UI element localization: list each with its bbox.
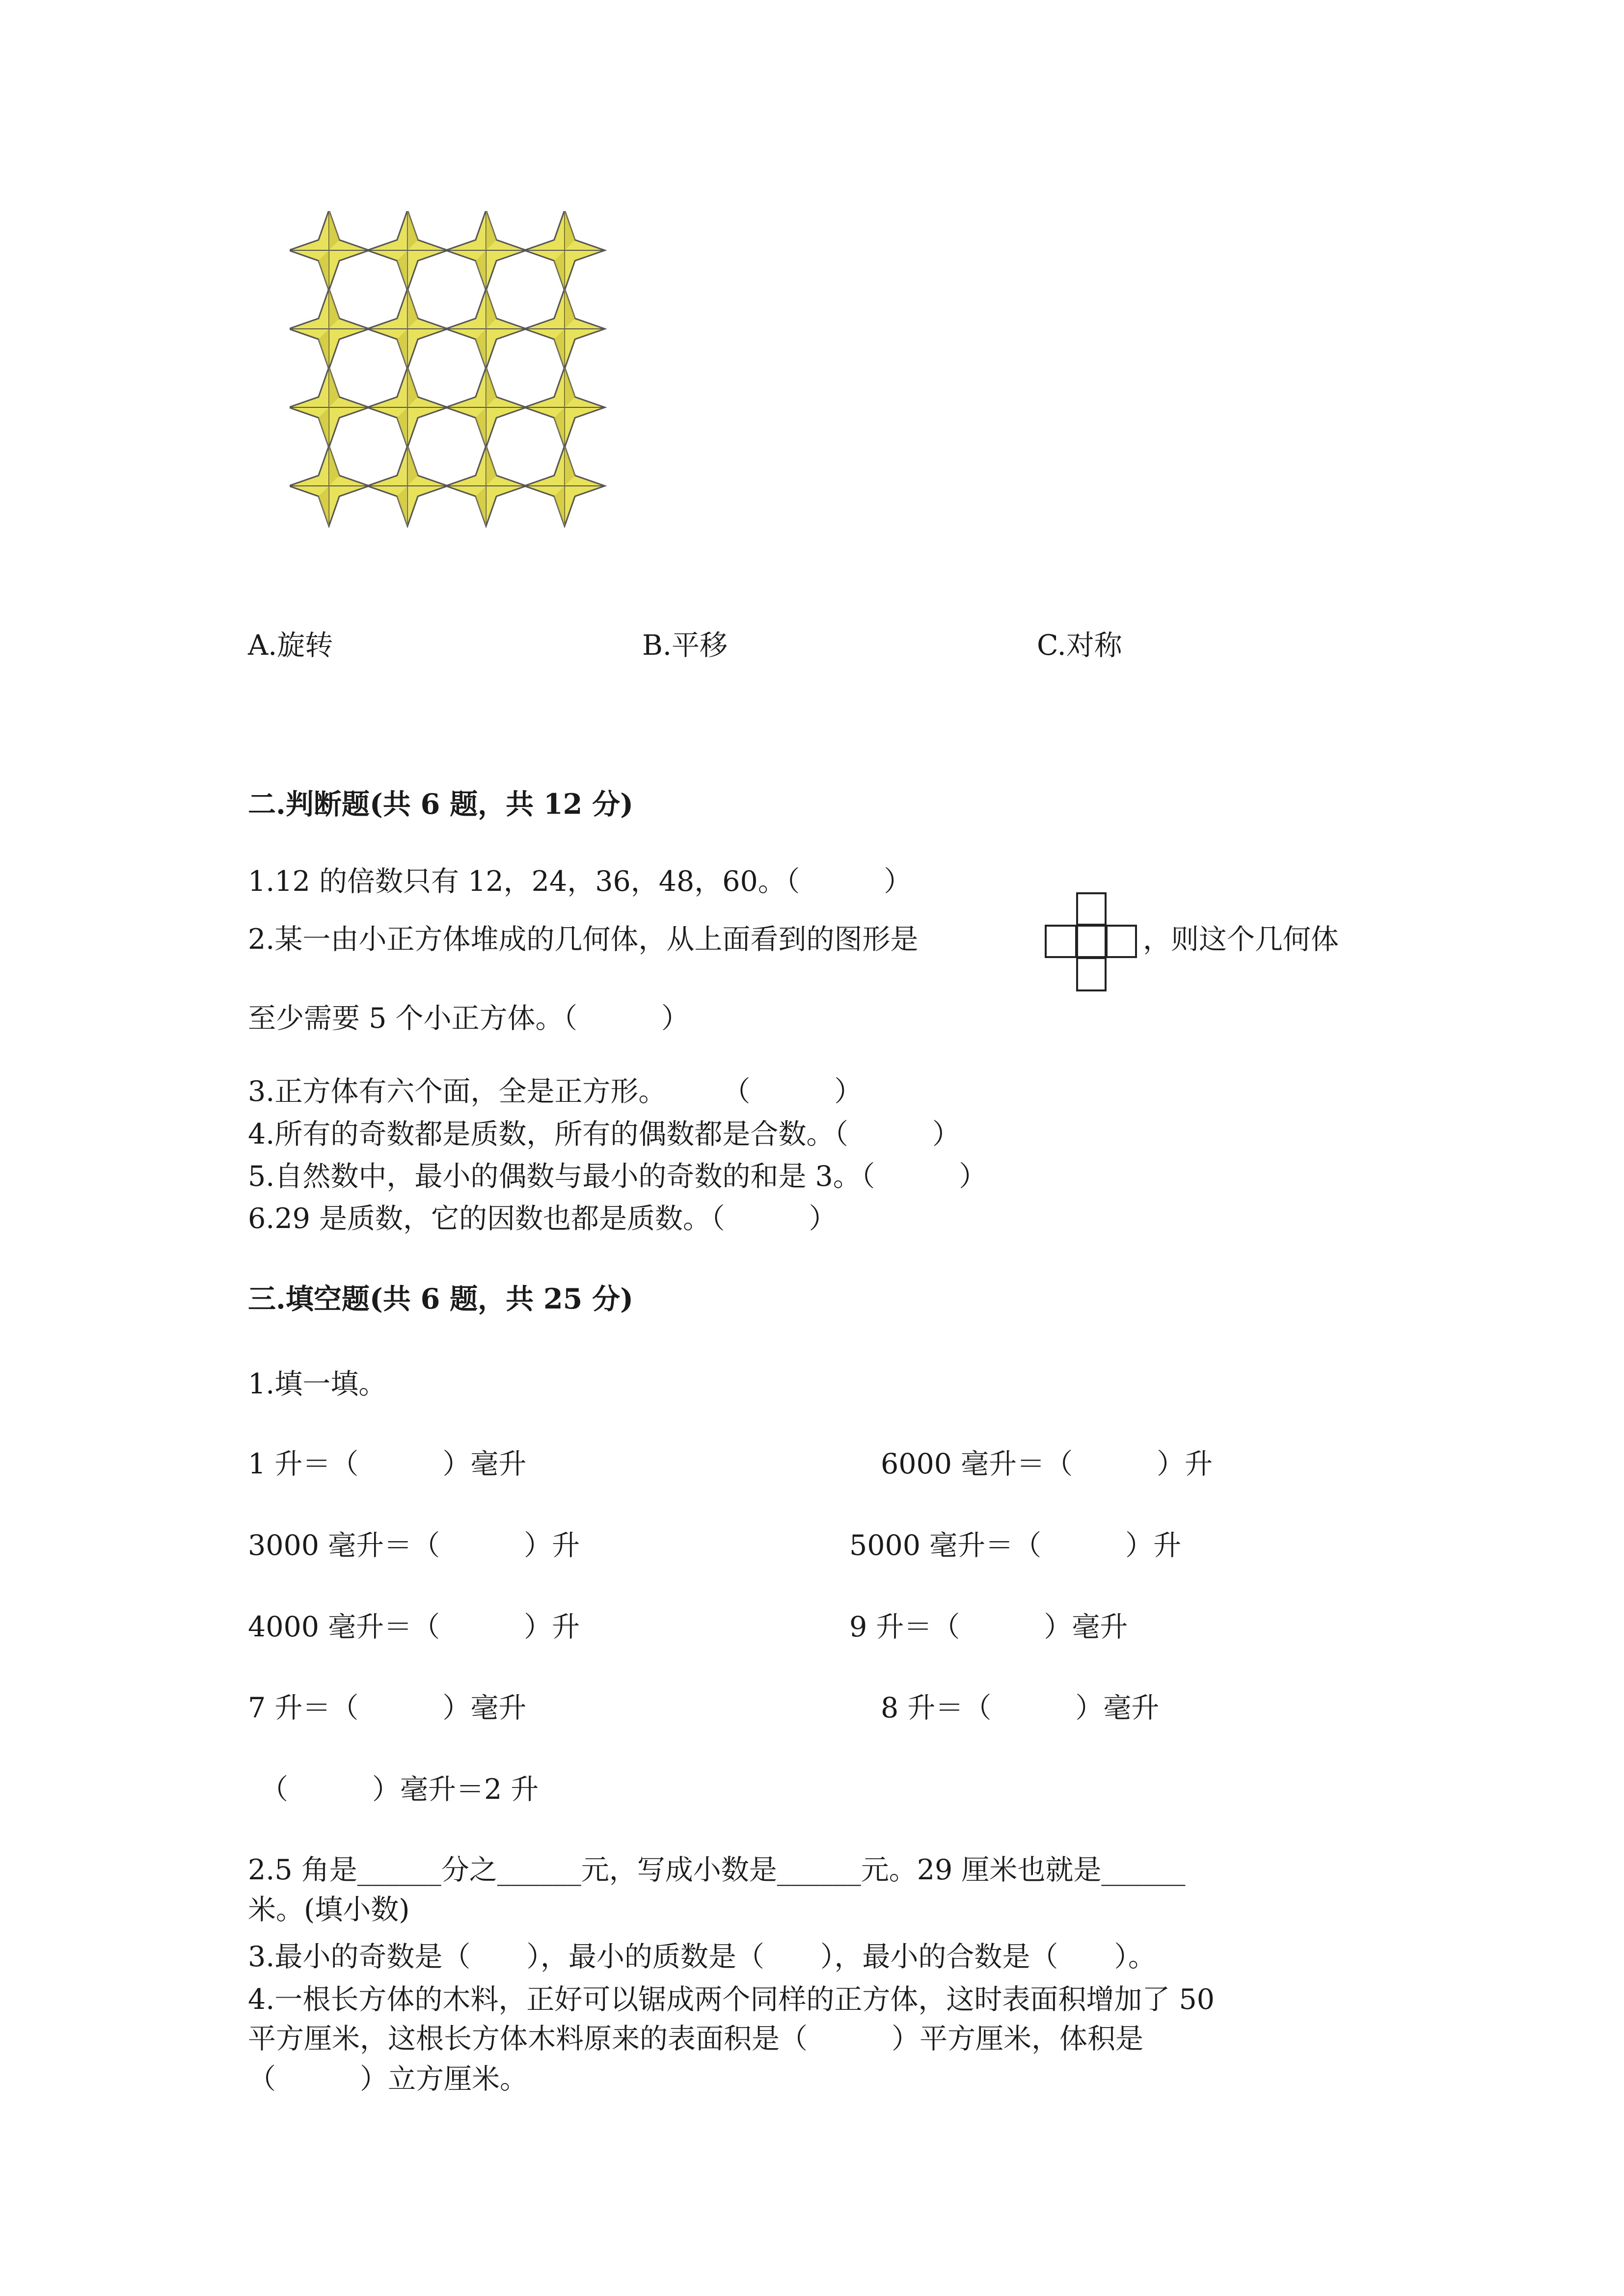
fill-row5: （ ）毫升＝2 升 [260,1773,539,1806]
fill-q2-line2: 米。(填小数) [248,1894,410,1926]
judge-q3: 3.正方体有六个面，全是正方形。 （ ） [248,1075,863,1108]
choice-c[interactable]: C.对称 [1037,629,1122,662]
fill-row1-left: 1 升＝（ ）毫升 [248,1448,527,1480]
choice-a[interactable]: A.旋转 [248,629,333,662]
choice-b[interactable]: B.平移 [642,629,728,662]
judge-q2-part3: 至少需要 5 个小正方体。（ ） [248,1002,690,1035]
fill-q1: 1.填一填。 [248,1368,387,1400]
fill-row2-right: 5000 毫升＝（ ）升 [849,1529,1182,1562]
section3-heading: 三.填空题(共 6 题，共 25 分) [248,1282,634,1315]
top-view-cross-icon [1045,892,1137,991]
fill-row4-right: 8 升＝（ ）毫升 [881,1692,1160,1724]
fill-row1-right: 6000 毫升＝（ ）升 [881,1448,1213,1480]
judge-q6: 6.29 是质数，它的因数也都是质数。（ ） [248,1202,837,1235]
judge-q1: 1.12 的倍数只有 12，24，36，48，60。（ ） [248,865,912,898]
judge-q2-part1: 2.某一由小正方体堆成的几何体，从上面看到的图形是 [248,923,919,956]
section2-heading: 二.判断题(共 6 题，共 12 分) [248,788,634,821]
fill-row4-left: 7 升＝（ ）毫升 [248,1692,527,1724]
star-pattern-figure [290,211,614,535]
fill-q3: 3.最小的奇数是（ ），最小的质数是（ ），最小的合数是（ ）。 [248,1941,1156,1973]
judge-q4: 4.所有的奇数都是质数，所有的偶数都是合数。（ ） [248,1118,960,1150]
fill-q4-line1: 4.一根长方体的木料，正好可以锯成两个同样的正方体，这时表面积增加了 50 [248,1983,1215,2016]
fill-row3-right: 9 升＝（ ）毫升 [849,1611,1128,1643]
fill-row3-left: 4000 毫升＝（ ）升 [248,1611,580,1643]
judge-q5: 5.自然数中，最小的偶数与最小的奇数的和是 3。（ ） [248,1160,987,1193]
fill-row2-left: 3000 毫升＝（ ）升 [248,1529,580,1562]
fill-q4-line3: （ ）立方厘米。 [248,2063,528,2095]
fill-q2-line1: 2.5 角是______分之______元，写成小数是______元。29 厘米也就是______ [248,1854,1186,1886]
fill-q4-line2: 平方厘米，这根长方体木料原来的表面积是（ ）平方厘米，体积是 [248,2023,1143,2055]
judge-q2-part2: ，则这个几何体 [1143,923,1339,956]
